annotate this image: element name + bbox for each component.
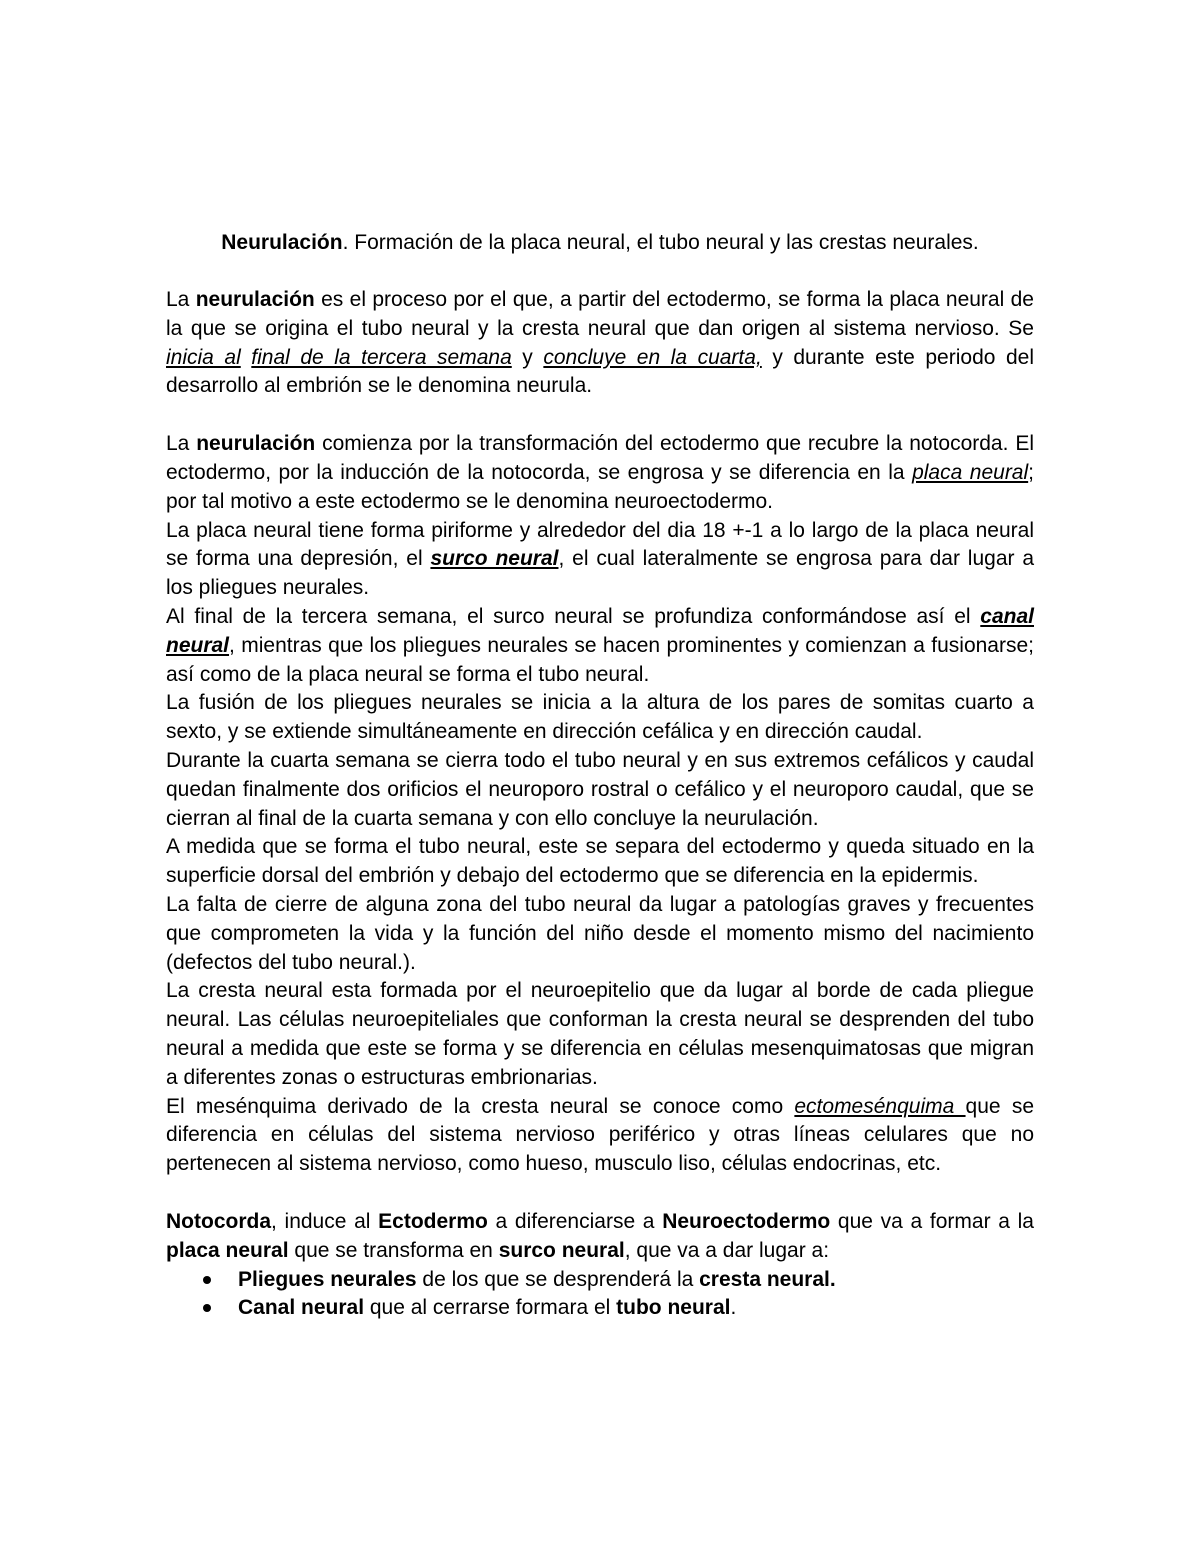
text: a diferenciarse a bbox=[487, 1209, 663, 1233]
text: y durante este periodo del desarrollo al embrión se le denomina neurula. bbox=[166, 345, 1034, 398]
underlined-phrase: canal neural bbox=[166, 604, 1034, 657]
bold-term: Ectodermo bbox=[378, 1209, 488, 1233]
bold-term: placa neural bbox=[166, 1238, 289, 1262]
bullet-icon bbox=[203, 1276, 211, 1284]
paragraph-summary bbox=[166, 1208, 1034, 1266]
document-title bbox=[166, 228, 1034, 257]
text: que se transforma en bbox=[288, 1238, 499, 1262]
bold-term: Canal neural bbox=[238, 1296, 365, 1320]
text: , el cual lateralmente se engrosa para dar lugar a los pliegues neurales. bbox=[166, 547, 1035, 600]
underlined-phrase: placa neural bbox=[912, 460, 1029, 484]
text: es el proceso por el que, a partir del ectodermo, se forma la placa neural de la que se origina el tubo neural y la cresta neural que dan origen al sistema nervioso. Se bbox=[166, 288, 1034, 340]
bold-term: surco neural bbox=[498, 1238, 625, 1262]
text: que se diferencia en células del sistema nervioso periférico y otras líneas celulares que no pertenecen al sistema nervioso, como hueso, musculo liso, células endocrinas, etc. bbox=[166, 1094, 1035, 1176]
bold-term: Neuroectodermo bbox=[662, 1209, 831, 1233]
bold-term: neurulación bbox=[196, 432, 316, 456]
bold-term: neurulación bbox=[195, 288, 315, 311]
text: La bbox=[166, 432, 197, 456]
text: La bbox=[166, 288, 196, 311]
document-body bbox=[166, 228, 1034, 1323]
paragraph-neural-crest: La cresta neural esta formada por el neuroepitelio que da lugar al borde de cada pliegue neural. Las células neuroepiteliales que conforman la cresta neural se desprenden del tubo neural a medida que este se forma y se diferencia en células mesenquimatosas que migran a diferentes zonas o estructuras embrionarias. bbox=[166, 979, 1034, 1089]
text: . bbox=[730, 1296, 737, 1320]
text: que al cerrarse formara el bbox=[364, 1296, 617, 1320]
paragraph-intro bbox=[166, 286, 1034, 401]
title-bold: Neurulación bbox=[221, 231, 343, 254]
underlined-phrase: concluye en la cuarta, bbox=[543, 345, 762, 369]
bullet-icon bbox=[203, 1304, 211, 1312]
paragraph-neurulation-start bbox=[166, 430, 1034, 516]
text: La placa neural tiene forma piriforme y alrededor del dia 18 +-1 a lo largo de la placa neural se forma una depresión, el bbox=[166, 518, 1034, 571]
text: que va a formar a la bbox=[830, 1209, 1034, 1233]
paragraph-defects: La falta de cierre de alguna zona del tubo neural da lugar a patologías graves y frecuentes que comprometen la vida y la función del niño desde el momento mismo del nacimiento (defectos del tubo neural.). bbox=[166, 892, 1034, 974]
title-rest: . Formación de la placa neural, el tubo neural y las crestas neurales. bbox=[342, 231, 979, 254]
text: comienza por la transformación del ectodermo que recubre la notocorda. El ectodermo, por la inducción de la notocorda, se engrosa y se diferencia en la bbox=[166, 432, 1034, 484]
paragraph-fourth-week: Durante la cuarta semana se cierra todo el tubo neural y en sus extremos cefálicos y caudal quedan finalmente dos orificios el neuroporo rostral o cefálico y el neuroporo caudal, que se cierran al final de la cuarta semana y con ello concluye la neurulación. bbox=[166, 748, 1034, 830]
underlined-phrase: final de la tercera semana bbox=[251, 345, 512, 369]
text: , mientras que los pliegues neurales se hacen prominentes y comienzan a fusionarse; así como de la placa neural se forma el tubo neural. bbox=[166, 633, 1034, 686]
underlined-phrase: inicia al bbox=[166, 345, 241, 369]
text: de los que se desprenderá la bbox=[416, 1267, 700, 1291]
paragraph-fusion: La fusión de los pliegues neurales se inicia a la altura de los pares de somitas cuarto a sexto, y se extiende simultáneamente en dirección cefálica y en dirección caudal. bbox=[166, 691, 1034, 744]
paragraph-neural-plate bbox=[166, 517, 1034, 603]
bold-term: tubo neural bbox=[616, 1296, 731, 1320]
text bbox=[241, 346, 252, 369]
bold-term: cresta neural. bbox=[699, 1267, 836, 1291]
text: , induce al bbox=[271, 1209, 379, 1233]
underlined-phrase: ectomesénquima bbox=[794, 1094, 966, 1118]
text: ; por tal motivo a este ectodermo se le denomina neuroectodermo. bbox=[166, 460, 1034, 513]
paragraph-neural-canal bbox=[166, 603, 1034, 689]
bold-term: Pliegues neurales bbox=[238, 1267, 417, 1291]
text: , que va a dar lugar a: bbox=[624, 1238, 830, 1262]
text: y bbox=[511, 345, 544, 369]
paragraph-ectomesenchyme bbox=[166, 1093, 1034, 1179]
bold-term: Notocorda bbox=[166, 1209, 271, 1233]
text: El mesénquima derivado de la cresta neural se conoce como bbox=[166, 1094, 795, 1118]
list-item bbox=[166, 1266, 1034, 1295]
underlined-phrase: surco neural bbox=[430, 547, 559, 571]
text: Al final de la tercera semana, el surco neural se profundiza conformándose así el bbox=[166, 604, 981, 628]
list-item bbox=[166, 1294, 1034, 1323]
bullet-list bbox=[166, 1266, 1034, 1324]
paragraph-separation: A medida que se forma el tubo neural, este se separa del ectodermo y queda situado en la superficie dorsal del embrión y debajo del ectodermo que se diferencia en la epidermis. bbox=[166, 835, 1034, 888]
